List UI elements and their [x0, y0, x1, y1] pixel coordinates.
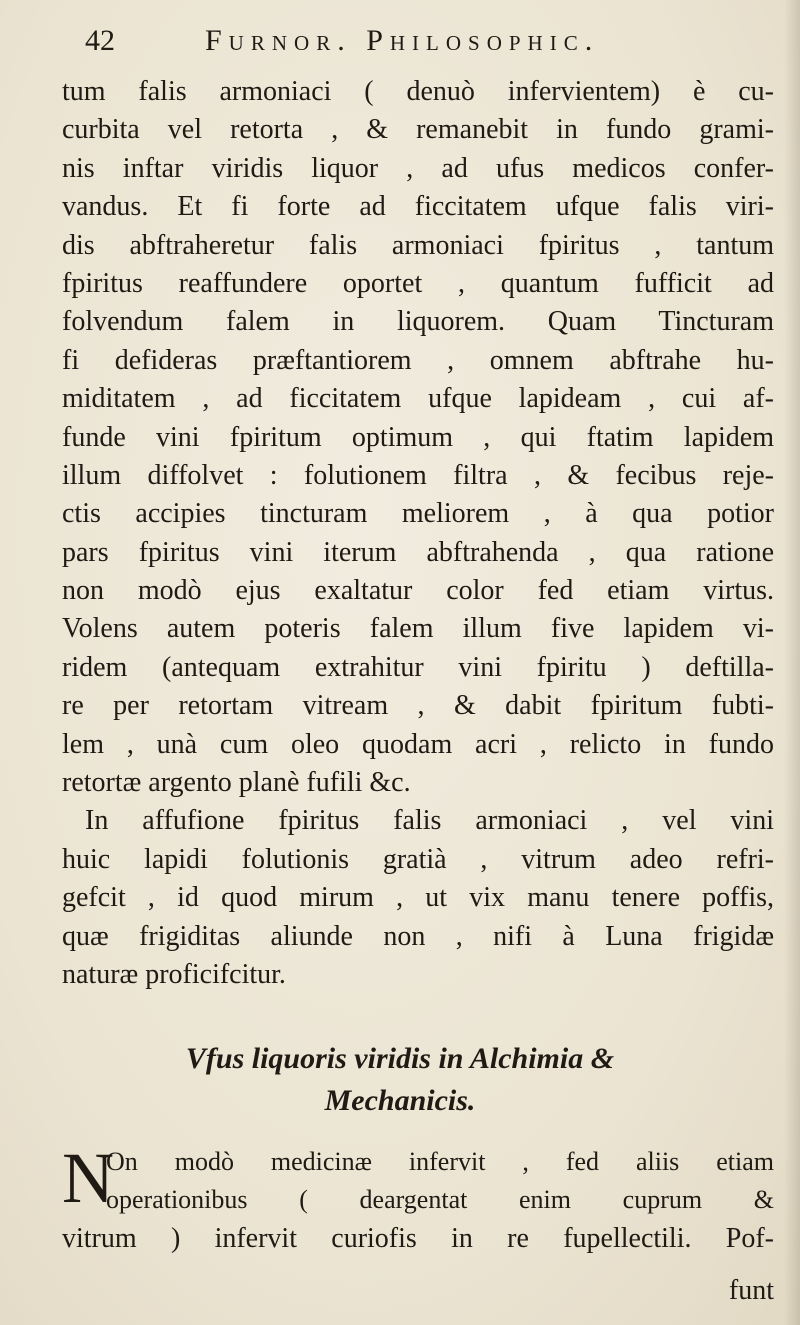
text-line: fi defideras præftantiorem , omnem abftrahe hu- [62, 344, 774, 376]
body-text [62, 73, 774, 994]
text-line: folvendum falem in liquorem. Quam Tincturam [62, 306, 774, 338]
section-heading [60, 1038, 740, 1122]
text-line: illum diffolvet : folutionem filtra , & fecibus reje- [62, 459, 774, 491]
catchword: funt [728, 1275, 774, 1306]
text-line: gefcit , id quod mirum , ut vix manu tenere poffis, [62, 882, 774, 914]
text-line: funde vini fpiritum optimum , qui ftatim lapidem [62, 421, 774, 453]
text-line: operationibus ( deargentat enim cuprum & [106, 1185, 774, 1215]
drop-cap: N [62, 1138, 114, 1218]
section-paragraph [62, 1138, 774, 1258]
text-line: ctis accipies tincturam meliorem , à qua potior [62, 498, 774, 530]
text-line: In affufione fpiritus falis armoniaci , vel vini [85, 805, 774, 837]
text-line: curbita vel retorta , & remanebit in fundo grami- [62, 114, 774, 146]
text-line: On modò medicinæ infervit , fed aliis etiam [106, 1147, 774, 1176]
text-line: tum falis armoniaci ( denuò infervientem) è cu- [62, 76, 774, 107]
text-line: nis inftar viridis liquor , ad ufus medicos confer- [62, 152, 774, 184]
text-line: fpiritus reaffundere oportet , quantum fufficit ad [62, 267, 774, 299]
section-heading-line: Vfus liquoris viridis in Alchimia & [185, 1042, 615, 1075]
text-line: dis abftraheretur falis armoniaci fpiritus , tantum [62, 229, 774, 261]
text-line: miditatem , ad ficcitatem ufque lapideam , cui af- [62, 383, 774, 415]
text-line: pars fpiritus vini iterum abftrahenda , qua ratione [62, 536, 774, 568]
text-line: ridem (antequam extrahitur vini fpiritu ) deftilla- [62, 651, 774, 683]
page-number: 42 [85, 24, 115, 57]
section-heading-line: Mechanicis. [324, 1084, 476, 1117]
text-line: quæ frigiditas aliunde non , nifi à Luna frigidæ [62, 920, 774, 952]
text-line: re per retortam vitream , & dabit fpiritum fubti- [62, 690, 774, 722]
page-header [85, 22, 785, 62]
text-line: Volens autem poteris falem illum five lapidem vi- [62, 613, 774, 645]
running-head: Furnor. Philosophic. [205, 24, 600, 57]
text-line: vandus. Et fi forte ad ficcitatem ufque falis viri- [62, 191, 774, 223]
text-line: lem , unà cum oleo quodam acri , relicto in fundo [62, 728, 774, 760]
text-line: huic lapidi folutionis gratià , vitrum adeo refri- [62, 843, 774, 875]
text-line: retortæ argento planè fufili &c. [62, 767, 411, 799]
page-edge-shadow [784, 0, 800, 1325]
text-line: vitrum ) infervit curiofis in re fupellectili. Pof- [62, 1222, 774, 1254]
text-line: naturæ proficifcitur. [62, 958, 286, 990]
text-line: non modò ejus exaltatur color fed etiam virtus. [62, 575, 774, 607]
